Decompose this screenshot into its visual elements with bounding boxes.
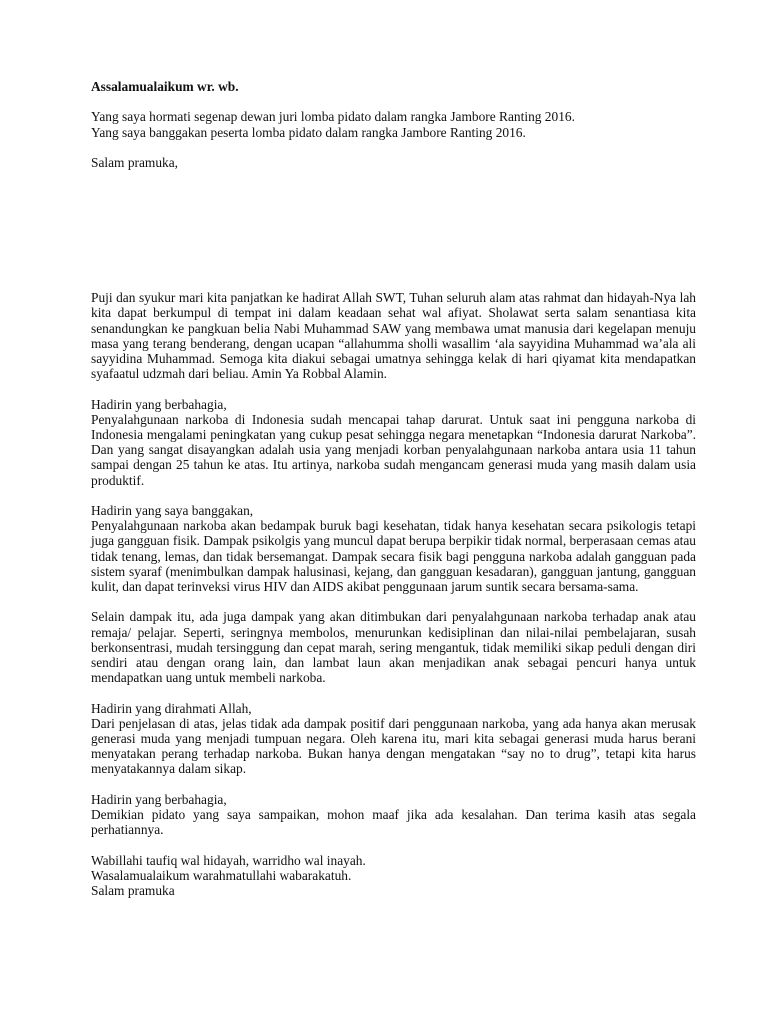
section-body: Penyalahgunaan narkoba akan bedampak buruk bagi kesehatan, tidak hanya kesehatan secara psikologis tetapi juga gangguan fisik. Dampak psikolgis yang muncul dapat berupa berpikir tidak normal, berperasaan cemas atau tidak tenang, lemas, dan tidak bersemangat. Dampak secara fisik bagi pengguna narkoba adalah gangguan pada sistem syaraf (menimbulkan dampak halusinasi, kejang, dan gangguan kesadaran), gangguan jantung, gangguan kulit, dan dapat terinveksi virus HIV dan AIDS akibat penggunaan jarum suntik secara bersama-sama.: [91, 518, 696, 595]
section-body: Penyalahgunaan narkoba di Indonesia sudah mencapai tahap darurat. Untuk saat ini pengguna narkoba di Indonesia mengalami peningkatan yang cukup pesat sehingga negara menetapkan “Indonesia darurat Narkoba”. Dan yang sangat disayangkan adalah usia yang menjadi korban penyalahgunaan narkoba antara usia 11 tahun sampai dengan 25 tahun ke atas. Itu artinya, narkoba sudah mengancam generasi muda yang masih dalam usia produktif.: [91, 411, 696, 488]
greeting: Assalamualaikum wr. wb.: [91, 79, 239, 94]
section-heading: Hadirin yang berbahagia,: [91, 791, 227, 807]
blank-space: [91, 170, 696, 290]
blank-line: [91, 381, 696, 396]
section-body: Dari penjelasan di atas, jelas tidak ada dampak positif dari penggunaan narkoba, yang ada hanya akan merusak generasi muda yang menjadi tumpuan negara. Oleh karena itu, mari kita sebagai generasi muda harus berani menyatakan perang terhadap narkoba. Bukan hanya dengan mengatakan “say no to drug”, tetapi kita harus menyatakannya dalam sikap.: [91, 715, 696, 777]
blank-line: [91, 488, 696, 503]
respect-line-2: Yang saya banggakan peserta lomba pidato dalam rangka Jambore Ranting 2016.: [91, 124, 526, 140]
closing-line-1: Wabillahi taufiq wal hidayah, warridho wal inayah.: [91, 852, 366, 868]
respect-line-1: Yang saya hormati segenap dewan juri lomba pidato dalam rangka Jambore Ranting 2016.: [91, 109, 575, 125]
closing-line-3: Salam pramuka: [91, 883, 175, 899]
blank-line: [91, 685, 696, 700]
salam-open: Salam pramuka,: [91, 154, 179, 170]
section-heading: Hadirin yang berbahagia,: [91, 396, 227, 412]
opening-paragraph: Puji dan syukur mari kita panjatkan ke hadirat Allah SWT, Tuhan seluruh alam atas rahmat dan hidayah-Nya lah kita dapat berkumpul di tempat ini dalam keadaan sehat wal afiyat. Sholawat serta salam senantiasa kita senandungkan ke pangkuan belia Nabi Muhammad SAW yang membawa umat manusia dari kegelapan menuju masa yang terang benderang, dengan ucapan “allahumma sholli wasallim ‘ala sayyidina Muhammad wa’ala ali sayyidina Muhammad. Semoga kita diakui sebagai umatnya sehingga kelak di hari qiyamat kita mendapatkan syafaatul udzmah dari beliau. Amin Ya Robbal Alamin.: [91, 290, 696, 382]
section-body: Selain dampak itu, ada juga dampak yang akan ditimbukan dari penyalahgunaan narkoba terhadap anak atau remaja/ pelajar. Seperti, seringnya membolos, menurunkan kedisiplinan dan nilai-nilai pembelajaran, susah berkonsentrasi, mudah tersinggung dan cepat marah, sering mengantuk, tidak memiliki sikap peduli dengan diri sendiri atau dengan orang lain, dan lambat laun akan menjadikan anak sebagai pencuri hanya untuk mendapatkan uang untuk membeli narkoba.: [91, 609, 696, 686]
blank-line: [91, 94, 696, 109]
blank-line: [91, 837, 696, 852]
section-heading: Hadirin yang dirahmati Allah,: [91, 700, 252, 716]
blank-line: [91, 594, 696, 609]
section-heading: Hadirin yang saya banggakan,: [91, 503, 254, 518]
closing-line-2: Wasalamualaikum warahmatullahi wabarakatuh.: [91, 867, 352, 883]
blank-line: [91, 777, 696, 792]
section-body: Demikian pidato yang saya sampaikan, mohon maaf jika ada kesalahan. Dan terima kasih atas segala perhatiannya.: [91, 807, 696, 838]
blank-line: [91, 140, 696, 155]
